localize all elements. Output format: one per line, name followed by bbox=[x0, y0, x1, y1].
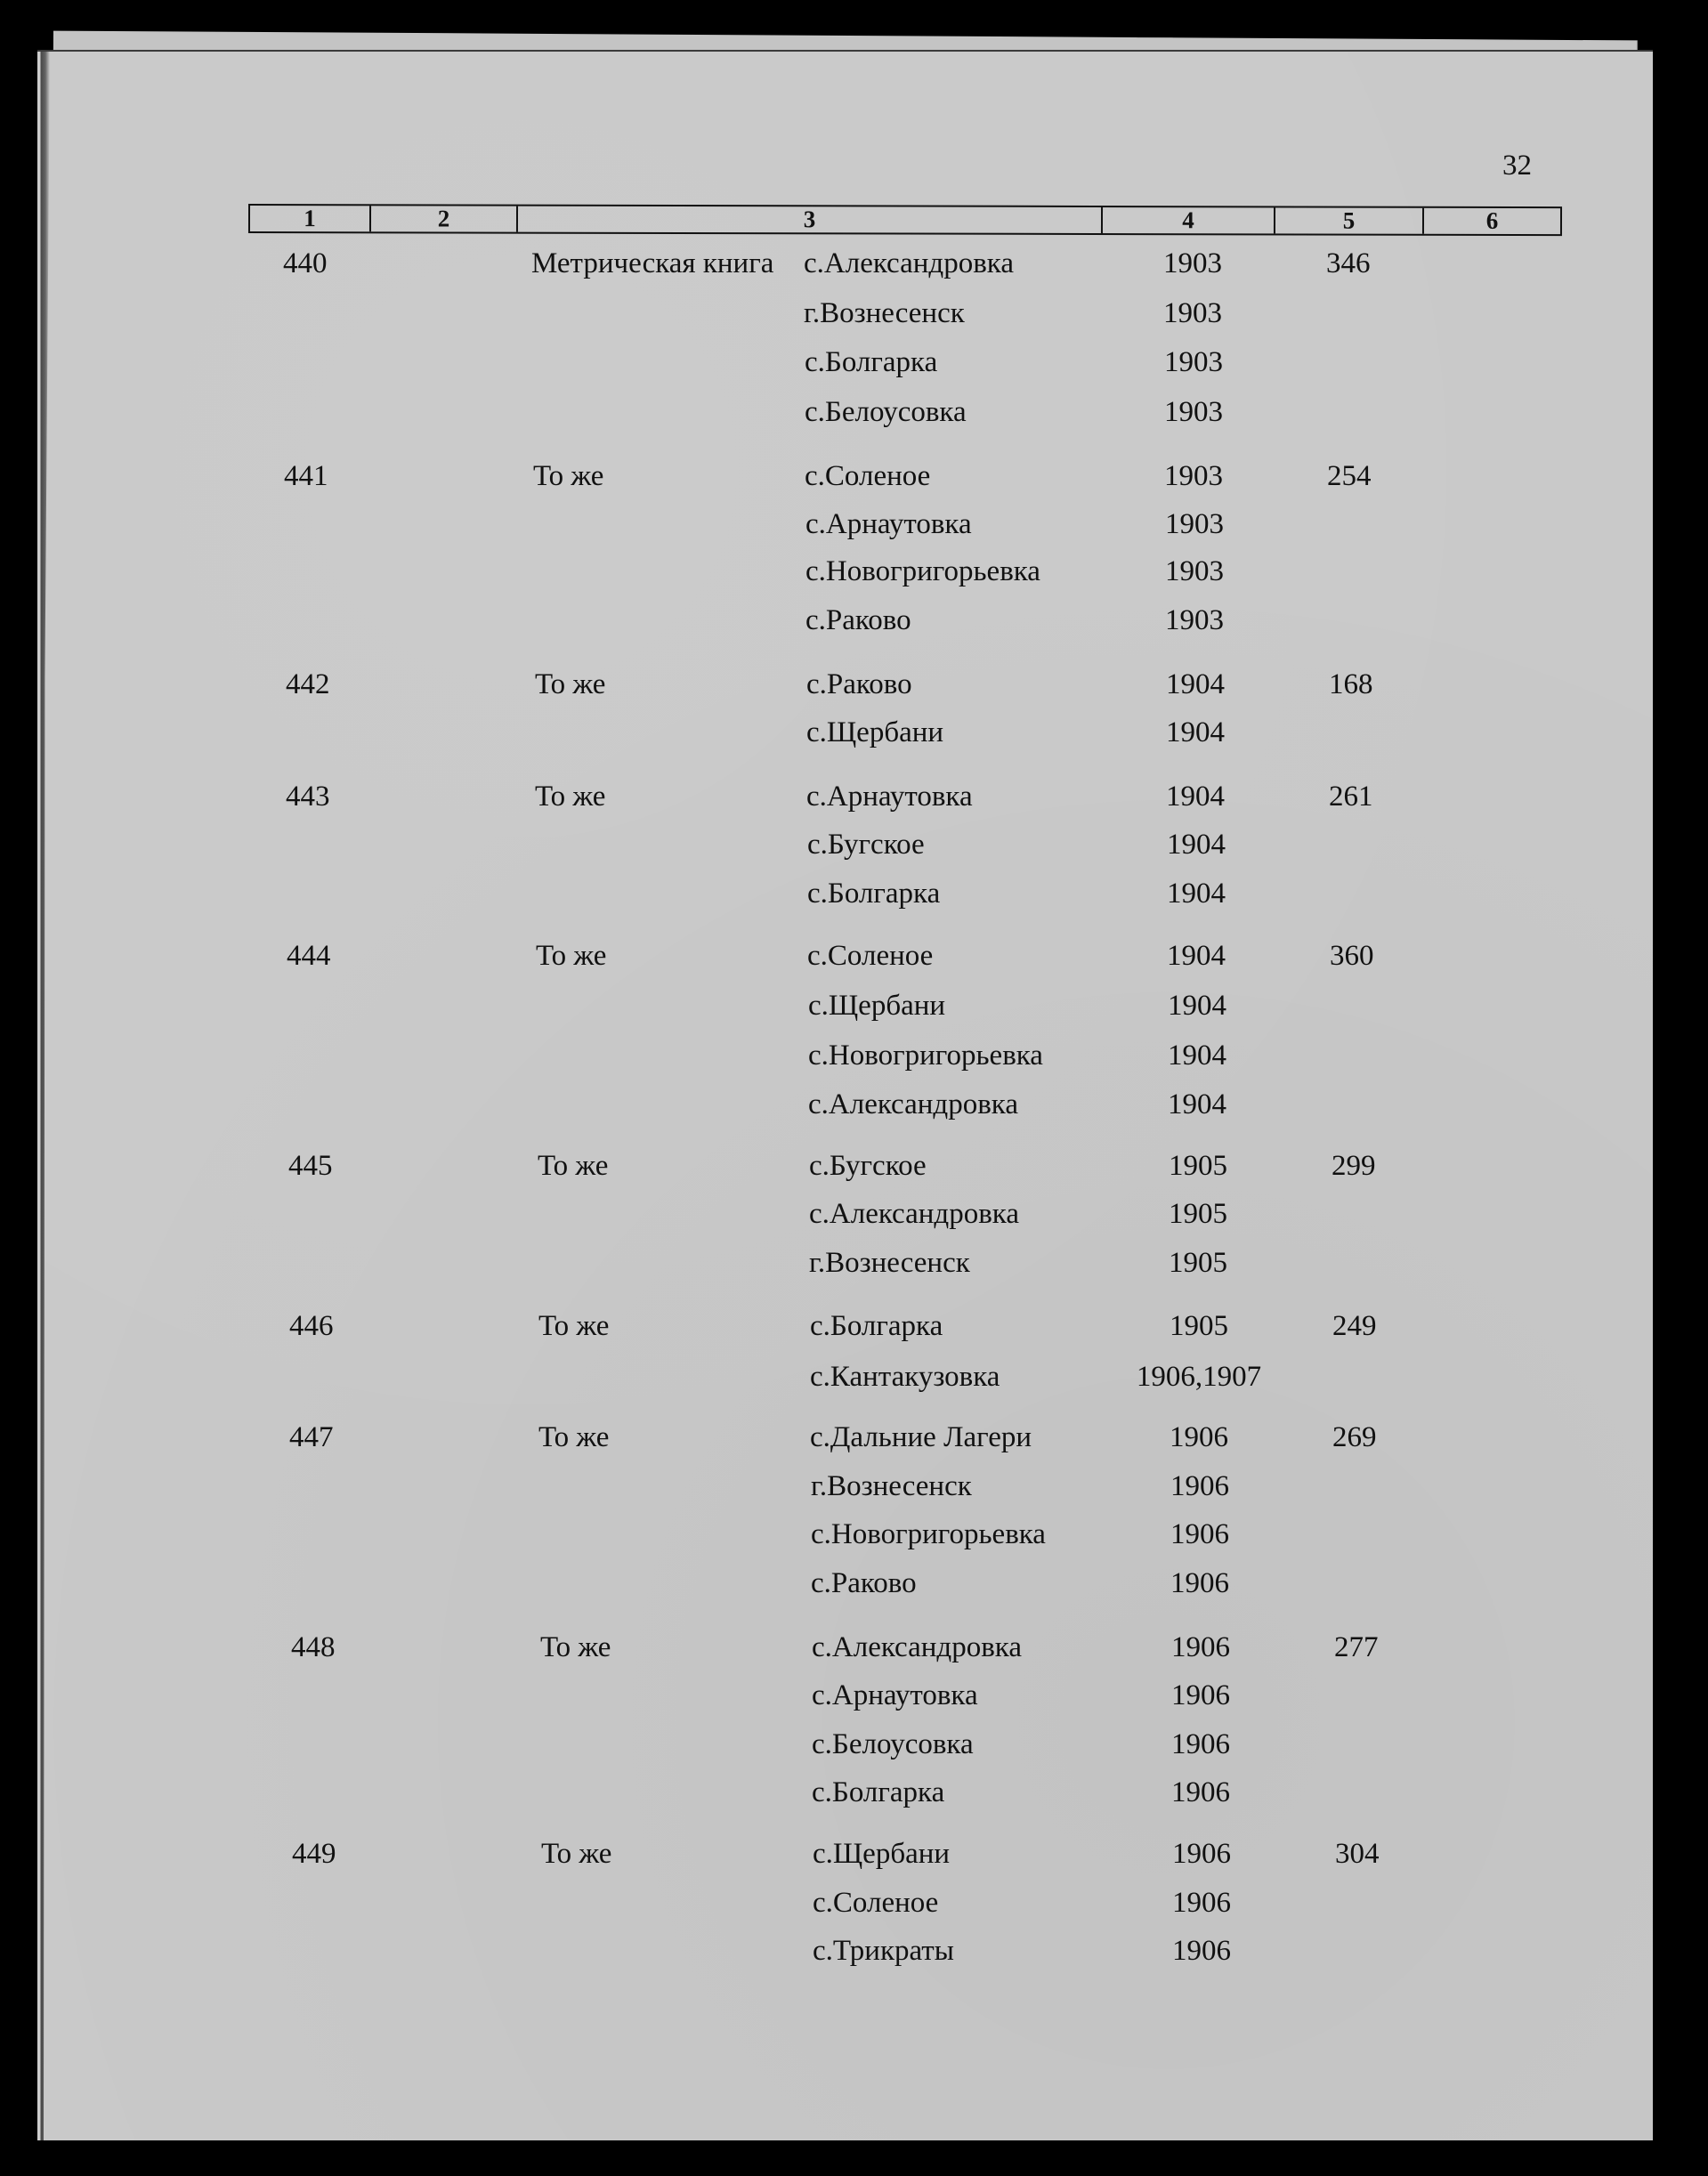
place-name: с.Раково bbox=[811, 1567, 917, 1599]
place-name: с.Александровка bbox=[812, 1631, 1022, 1663]
table-row bbox=[0, 246, 1708, 281]
year: 1903 bbox=[1165, 604, 1224, 636]
year: 1904 bbox=[1168, 990, 1226, 1022]
year: 1906 bbox=[1170, 1567, 1229, 1599]
place-name: с.Александровка bbox=[809, 1198, 1019, 1230]
sheet-count: 254 bbox=[1327, 460, 1372, 492]
table-subrow bbox=[9, 1933, 1708, 1969]
year: 1906 bbox=[1171, 1728, 1230, 1760]
table-subrow bbox=[4, 988, 1708, 1023]
year: 1904 bbox=[1168, 1088, 1226, 1120]
table-row bbox=[6, 1308, 1708, 1344]
year: 1903 bbox=[1165, 508, 1224, 540]
document-type: То же bbox=[541, 1838, 612, 1870]
sheet-count: 346 bbox=[1326, 247, 1371, 279]
document-type: То же bbox=[533, 460, 604, 492]
place-name: с.Новогригорьевка bbox=[811, 1518, 1046, 1550]
table-subrow bbox=[8, 1727, 1708, 1762]
table-subrow bbox=[7, 1468, 1708, 1504]
year: 1906,1907 bbox=[1136, 1361, 1262, 1393]
place-name: г.Вознесенск bbox=[811, 1470, 972, 1502]
place-name: с.Бугское bbox=[809, 1150, 927, 1182]
document-type: Метрическая книга bbox=[531, 247, 774, 279]
year: 1906 bbox=[1171, 1679, 1230, 1711]
entry-number: 441 bbox=[284, 460, 328, 492]
year: 1904 bbox=[1167, 878, 1226, 910]
place-name: с.Соленое bbox=[807, 940, 934, 972]
table-header bbox=[248, 204, 1562, 236]
place-name: с.Александровка bbox=[804, 247, 1014, 279]
entry-number: 442 bbox=[286, 668, 330, 700]
table-subrow bbox=[1, 394, 1708, 430]
document-type: То же bbox=[540, 1631, 611, 1663]
year: 1905 bbox=[1170, 1310, 1228, 1342]
entry-number: 440 bbox=[283, 247, 328, 279]
table-subrow bbox=[7, 1565, 1708, 1601]
place-name: с.Дальние Лагери bbox=[810, 1421, 1032, 1453]
place-name: с.Арнаутовка bbox=[805, 508, 972, 540]
place-name: с.Болгарка bbox=[810, 1310, 943, 1342]
table-row bbox=[9, 1836, 1708, 1872]
place-name: с.Белоусовка bbox=[805, 396, 967, 428]
sheet-count: 299 bbox=[1332, 1150, 1376, 1182]
place-name: с.Трикраты bbox=[813, 1935, 954, 1967]
year: 1905 bbox=[1169, 1150, 1227, 1182]
header-col-6: 6 bbox=[1485, 206, 1499, 234]
year: 1905 bbox=[1169, 1198, 1227, 1230]
year: 1904 bbox=[1166, 781, 1225, 813]
place-name: с.Соленое bbox=[805, 460, 931, 492]
place-name: с.Щербани bbox=[813, 1838, 951, 1870]
table-subrow bbox=[2, 603, 1708, 638]
document-type: То же bbox=[535, 668, 606, 700]
table-row bbox=[3, 667, 1708, 702]
sheet-count: 261 bbox=[1329, 781, 1373, 813]
sheet-count: 168 bbox=[1329, 668, 1373, 700]
place-name: с.Щербани bbox=[808, 990, 946, 1022]
year: 1906 bbox=[1171, 1776, 1230, 1808]
entry-number: 447 bbox=[289, 1421, 334, 1453]
table-subrow bbox=[7, 1517, 1708, 1552]
year: 1906 bbox=[1172, 1838, 1231, 1870]
year: 1905 bbox=[1169, 1247, 1227, 1279]
table-subrow bbox=[0, 295, 1708, 331]
table-subrow bbox=[1, 344, 1708, 380]
year: 1904 bbox=[1168, 1039, 1226, 1072]
year: 1904 bbox=[1167, 829, 1226, 861]
table-row bbox=[8, 1630, 1708, 1665]
table-subrow bbox=[5, 1196, 1708, 1232]
year: 1906 bbox=[1170, 1518, 1229, 1550]
table-subrow bbox=[4, 876, 1708, 911]
year: 1904 bbox=[1166, 668, 1225, 700]
header-col-3: 3 bbox=[518, 206, 1103, 233]
table-subrow bbox=[3, 715, 1708, 750]
place-name: г.Вознесенск bbox=[809, 1247, 970, 1279]
document-type: То же bbox=[538, 1421, 610, 1453]
table-subrow bbox=[2, 506, 1708, 542]
place-name: с.Новогригорьевка bbox=[805, 555, 1040, 587]
document-type: То же bbox=[535, 781, 606, 813]
entry-number: 443 bbox=[286, 781, 330, 813]
table-row bbox=[5, 1148, 1708, 1184]
document-type: То же bbox=[538, 1310, 610, 1342]
table-row bbox=[4, 938, 1708, 974]
table-subrow bbox=[4, 827, 1708, 862]
year: 1906 bbox=[1170, 1470, 1229, 1502]
year: 1903 bbox=[1163, 297, 1222, 329]
sheet-count: 249 bbox=[1332, 1310, 1377, 1342]
page-number: 32 bbox=[1502, 150, 1532, 182]
place-name: с.Раково bbox=[805, 604, 911, 636]
table-subrow bbox=[8, 1678, 1708, 1713]
header-col-4: 4 bbox=[1103, 207, 1275, 233]
document-type: То же bbox=[536, 940, 607, 972]
place-name: с.Арнаутовка bbox=[812, 1679, 978, 1711]
place-name: с.Бугское bbox=[807, 829, 925, 861]
sheet-count: 277 bbox=[1334, 1631, 1379, 1663]
sheet-count: 360 bbox=[1330, 940, 1374, 972]
year: 1904 bbox=[1167, 940, 1226, 972]
place-name: с.Новогригорьевка bbox=[808, 1039, 1043, 1072]
table-row bbox=[3, 779, 1708, 814]
place-name: с.Арнаутовка bbox=[806, 781, 973, 813]
year: 1903 bbox=[1165, 555, 1224, 587]
table-subrow bbox=[8, 1775, 1708, 1810]
year: 1906 bbox=[1170, 1421, 1228, 1453]
year: 1904 bbox=[1166, 716, 1225, 748]
document-type: То же bbox=[538, 1150, 609, 1182]
entry-number: 445 bbox=[288, 1150, 333, 1182]
year: 1903 bbox=[1163, 247, 1222, 279]
year: 1903 bbox=[1164, 346, 1223, 378]
sheet-count: 304 bbox=[1335, 1838, 1380, 1870]
entry-number: 448 bbox=[291, 1631, 336, 1663]
header-col-5: 5 bbox=[1275, 207, 1424, 233]
table-subrow bbox=[6, 1359, 1708, 1395]
header-col-2: 2 bbox=[371, 206, 518, 231]
place-name: с.Александровка bbox=[808, 1088, 1018, 1120]
year: 1906 bbox=[1172, 1935, 1231, 1967]
table-subrow bbox=[4, 1087, 1708, 1122]
place-name: с.Кантакузовка bbox=[810, 1361, 1000, 1393]
year: 1903 bbox=[1164, 460, 1223, 492]
table-subrow bbox=[5, 1245, 1708, 1281]
entry-number: 446 bbox=[289, 1310, 334, 1342]
place-name: с.Щербани bbox=[806, 716, 944, 748]
table-subrow bbox=[2, 554, 1708, 589]
place-name: г.Вознесенск bbox=[804, 297, 965, 329]
place-name: с.Болгарка bbox=[807, 878, 941, 910]
year: 1906 bbox=[1171, 1631, 1230, 1663]
table-subrow bbox=[4, 1038, 1708, 1073]
table-row bbox=[6, 1420, 1708, 1455]
place-name: с.Раково bbox=[806, 668, 912, 700]
entry-number: 449 bbox=[292, 1838, 336, 1870]
place-name: с.Болгарка bbox=[812, 1776, 945, 1808]
table-row bbox=[1, 458, 1708, 494]
place-name: с.Белоусовка bbox=[812, 1728, 974, 1760]
year: 1906 bbox=[1172, 1887, 1231, 1919]
table-subrow bbox=[9, 1885, 1708, 1921]
header-col-1: 1 bbox=[250, 206, 371, 231]
year: 1903 bbox=[1164, 396, 1223, 428]
place-name: с.Соленое bbox=[813, 1887, 939, 1919]
sheet-count: 269 bbox=[1332, 1421, 1377, 1453]
entry-number: 444 bbox=[287, 940, 331, 972]
place-name: с.Болгарка bbox=[805, 346, 938, 378]
